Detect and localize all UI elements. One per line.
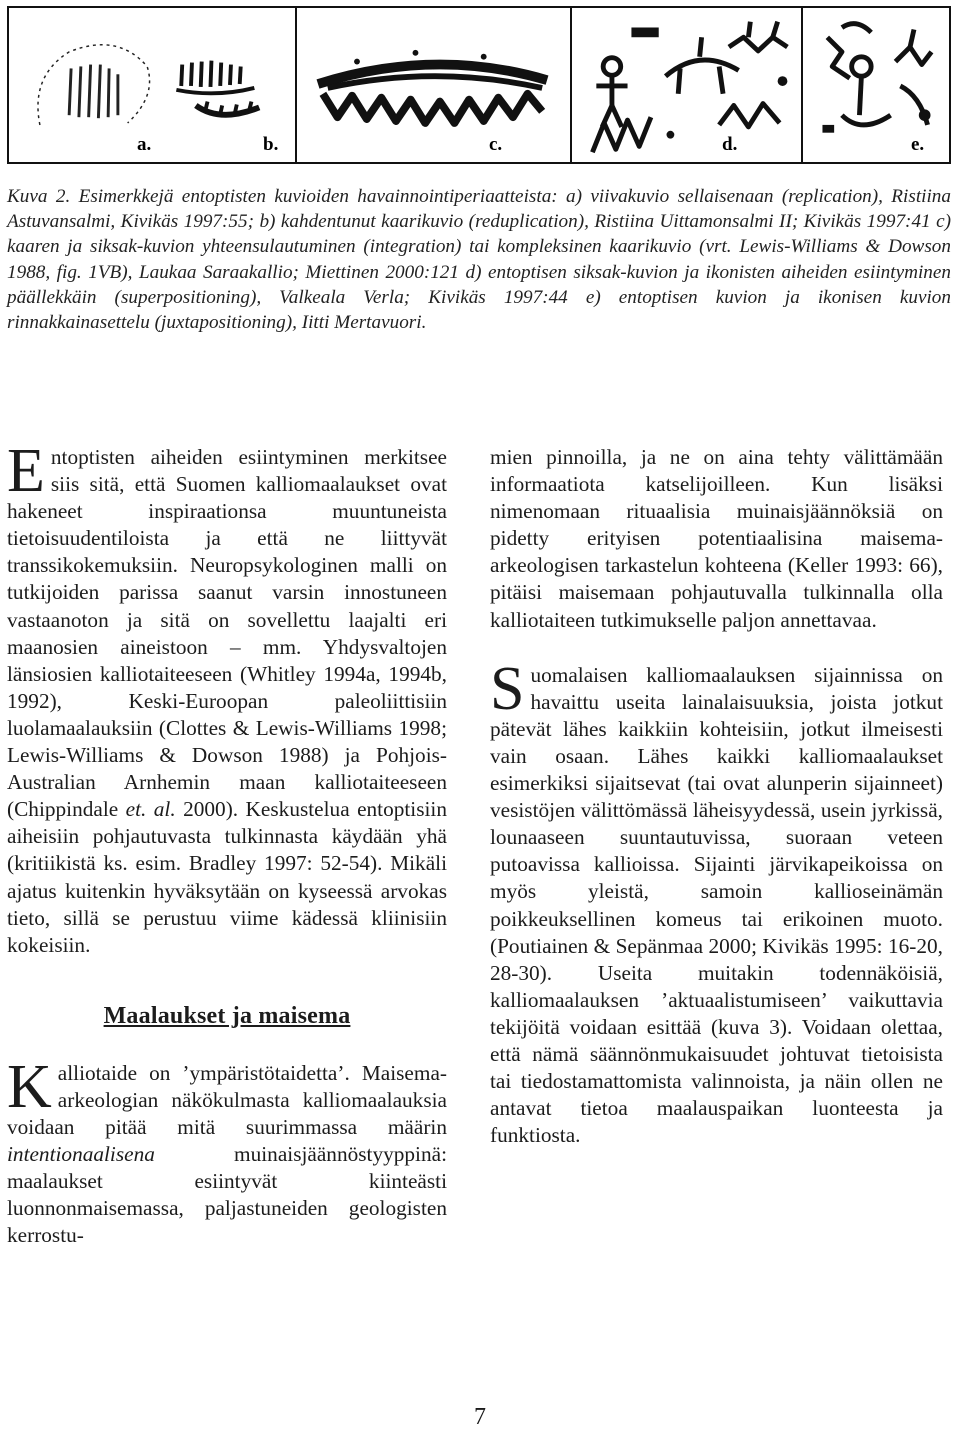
right-column xyxy=(490,444,943,1149)
paragraph-gap xyxy=(490,634,943,662)
paragraph-text: 2000). Keskustelua entoptisiin aiheisiin pohjautuvasta tulkinnasta käydään yhä (kritiikistä ks. esim. Bradley 1997: 52-54). Mikäli ajatus kuitenkin hyväksytään on kyseessä arvokas tieto, sillä se perustuu viime kädessä kliinisiin kokeisiin. xyxy=(7,797,447,957)
paragraph-text: muinaisjäännöstyyppinä: maalaukset esiintyvät kiinteästi luonnonmaisemassa, paljastuneiden geologisten kerrostu- xyxy=(7,1142,447,1248)
paragraph-text: uomalaisen kalliomaalauksen sijainnissa on havaittu useita lainalaisuuksia, joista jotkut pätevät lähes kaikkiin kohteisiin, jotkut ilmeisesti vain osaan. Lähes kaikki kalliomaalaukset esimerkiksi sijaitsevat (tai ovat alunperin sijainneet) vesistöjen välittömässä läheisyydessä, usein jyrkissä, lounaaseen suuntautuvissa, suoraan veteen putoavissa kallioissa. Sijainti järvikapeikoissa on myös yleistä, samoin kallioseinämän poikkeuksellinen komeus tai erikoinen muoto. (Poutiainen & Sepänmaa 2000; Kivikäs 1995: 16-20, 28-30). Useita muitakin todennäköisiä, kalliomaalauksen ’aktuaalistumiseen’ vaikuttavia tekijöitä voidaan esittää (kuva 3). Voidaan olettaa, että nämä säännönmukaisuudet johtuvat tietoisista tai tiedostamattomista valinnoista, ja näin ollen ne antavat tietoa maalauspaikan luonteesta ja funktiosta. xyxy=(490,662,943,1148)
section-heading: Maalaukset ja maisema xyxy=(103,1002,351,1029)
rock-art-integration-icon xyxy=(297,8,570,162)
paragraph-text: ntoptisten aiheiden esiintyminen merkitsee siis sitä, että Suomen kalliomaalaukset ovat hakeneet inspiraationsa muuntuneista tietoisuudentiloista ja että ne liittyvät transsikokemuksiin. Neuropsykologinen malli on tutkijoiden parissa saanut varsin innostuneen vastaanoton ja sitä on sovellettu laajalti eri maanosien aineistoon – mm. Yhdysvaltojen länsiosien kalliotaiteeseen (Whitley 1994a, 1994b, 1992), Keski-Euroopan paleoliittisiin luolamaalauksiin (Clottes & Lewis-Williams 1998; Lewis-Williams & Dowson 1988) ja Pohjois-Australian Arnhemin maan kalliotaiteeseen (Chippindale xyxy=(7,445,447,822)
paragraph xyxy=(7,437,447,959)
drop-cap: E xyxy=(7,437,45,505)
left-column xyxy=(7,437,447,1250)
drop-cap: K xyxy=(7,1052,52,1121)
paragraph xyxy=(7,1052,447,1250)
panel-label-a: a. xyxy=(137,134,152,155)
drop-cap: S xyxy=(490,654,525,723)
figure-panel-e xyxy=(801,6,951,164)
paragraph xyxy=(490,654,943,1150)
panel-label-b: b. xyxy=(263,134,279,155)
rock-art-juxtapositioning-icon xyxy=(803,8,949,162)
paragraph: mien pinnoilla, ja ne on aina tehty välittämään informaatiota katselijoilleen. Kun lisäksi nimenomaan rituaalisia muinaisjäännöksiä on pidetty erityisen potentiaalisina maisema-arkeologisen tarkastelun kohteena (Keller 1993: 66), pitäisi maisemaan pohjautuvalla tulkinnalla olla kalliotaiteen tutkimukselle paljon annettavaa. xyxy=(490,445,943,632)
rock-art-replication-icon xyxy=(9,8,295,162)
emphasis-text: et. al. xyxy=(125,797,176,822)
panel-label-c: c. xyxy=(489,134,503,155)
emphasis-text: intentionaalisena xyxy=(7,1142,155,1167)
figure-strip xyxy=(7,6,951,166)
figure-panel-d xyxy=(570,6,803,164)
figure-panel-c xyxy=(295,6,572,164)
panel-label-d: d. xyxy=(722,134,738,155)
rock-art-superpositioning-icon xyxy=(572,8,801,162)
figure-caption: Kuva 2. Esimerkkejä entoptisten kuvioiden havainnointiperiaatteista: a) viivakuvio sellaisenaan (replication), Ristiina Astuvansalmi, Kivikäs 1997:55; b) kahdentunut kaarikuvio (reduplication), Ristiina Uittamonsalmi II; Kivikäs 1997:41 c) kaaren ja siksak-kuvion yhteensulautuminen (integration) tai kompleksinen kaarikuvio (vrt. Lewis-Williams & Dowson 1988, fig. 1VB), Laukaa Saraakallio; Miettinen 2000:121 d) entoptisen siksak-kuvion ja ikonisten aiheiden esiintyminen päällekkäin (superpositioning), Valkeala Verla; Kivikäs 1997:44 e) entoptisen kuvion ja ikonisen kuvion rinnakkainasettelu (juxtapositioning), Iitti Mertavuori. xyxy=(7,186,951,334)
page-number: 7 xyxy=(474,1404,486,1430)
paragraph-text: alliotaide on ’ympäristötaidetta’. Maisema-arkeologian näkökulmasta kalliomaalauksia voidaan pitää mitä suurimmassa määrin xyxy=(7,1060,447,1140)
panel-label-e: e. xyxy=(911,134,925,155)
figure-panel-ab xyxy=(7,6,297,164)
